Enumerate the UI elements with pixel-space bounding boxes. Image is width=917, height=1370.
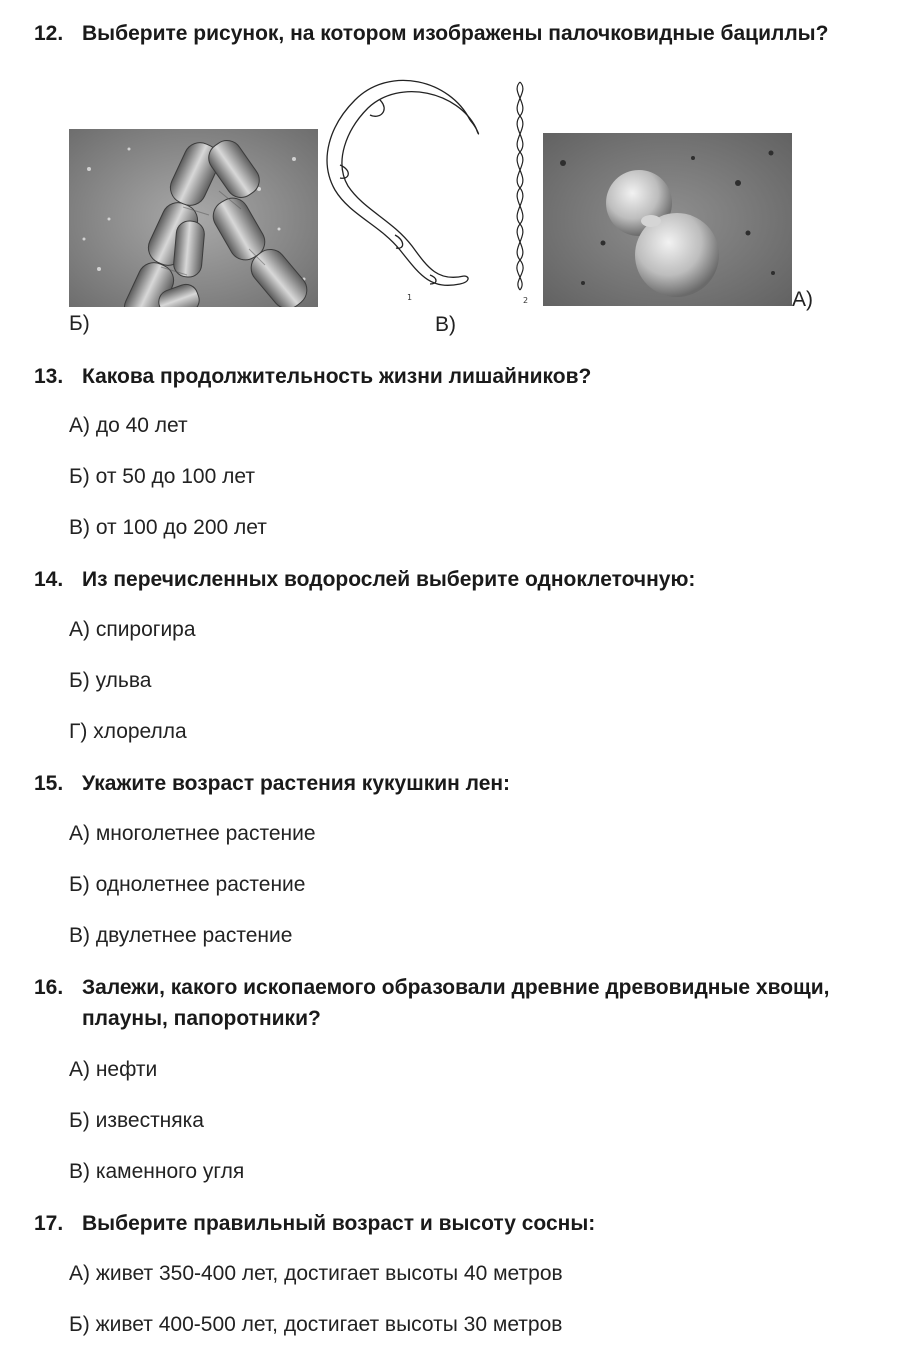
figure-number-1: 1 xyxy=(407,293,413,302)
bacilli-micrograph-image[interactable] xyxy=(69,129,318,307)
q13-option-b[interactable]: Б) от 50 до 100 лет xyxy=(69,465,255,488)
question-text: Выберите рисунок, на котором изображены палочковидные бациллы? xyxy=(82,22,829,45)
q16-option-v[interactable]: В) каменного угля xyxy=(69,1160,245,1183)
question-text-line1: Залежи, какого ископаемого образовали древние древовидные хвощи, xyxy=(82,976,830,999)
question-number: 14. xyxy=(34,568,64,591)
q13-option-a[interactable]: А) до 40 лет xyxy=(69,414,188,437)
q15-option-a[interactable]: А) многолетнее растение xyxy=(69,822,316,845)
spirochete-drawing-image[interactable] xyxy=(320,70,542,310)
question-text: Какова продолжительность жизни лишайников? xyxy=(82,365,592,388)
question-text: Из перечисленных водорослей выберите одноклеточную: xyxy=(82,568,696,591)
question-12 xyxy=(34,18,828,49)
cocci-micrograph-image[interactable] xyxy=(543,133,792,306)
question-text-line2: плауны, папоротники? xyxy=(82,1007,321,1030)
q14-option-a[interactable]: А) спирогира xyxy=(69,618,196,641)
q16-option-a[interactable]: А) нефти xyxy=(69,1058,158,1081)
image-label-a: А) xyxy=(792,288,813,311)
q14-option-b[interactable]: Б) ульва xyxy=(69,669,152,692)
question-14 xyxy=(34,564,695,595)
image-label-b: Б) xyxy=(69,312,90,335)
question-number: 16. xyxy=(34,976,64,999)
q15-option-b[interactable]: Б) однолетнее растение xyxy=(69,873,306,896)
question-number: 17. xyxy=(34,1212,64,1235)
question-17 xyxy=(34,1208,595,1239)
question-number: 12. xyxy=(34,22,64,45)
question-13 xyxy=(34,361,591,392)
q14-option-g[interactable]: Г) хлорелла xyxy=(69,720,187,743)
question-number: 15. xyxy=(34,772,64,795)
q15-option-v[interactable]: В) двулетнее растение xyxy=(69,924,293,947)
question-text: Выберите правильный возраст и высоту сосны: xyxy=(82,1212,596,1235)
q17-option-a[interactable]: А) живет 350-400 лет, достигает высоты 40 метров xyxy=(69,1262,563,1285)
q16-option-b[interactable]: Б) известняка xyxy=(69,1109,204,1132)
figure-number-2: 2 xyxy=(523,296,529,305)
q13-option-v[interactable]: В) от 100 до 200 лет xyxy=(69,516,267,539)
question-15 xyxy=(34,768,510,799)
image-label-v: В) xyxy=(435,313,456,336)
q17-option-b[interactable]: Б) живет 400-500 лет, достигает высоты 30 метров xyxy=(69,1313,563,1336)
question-text: Укажите возраст растения кукушкин лен: xyxy=(82,772,511,795)
question-16 xyxy=(34,972,909,1034)
question-number: 13. xyxy=(34,365,64,388)
